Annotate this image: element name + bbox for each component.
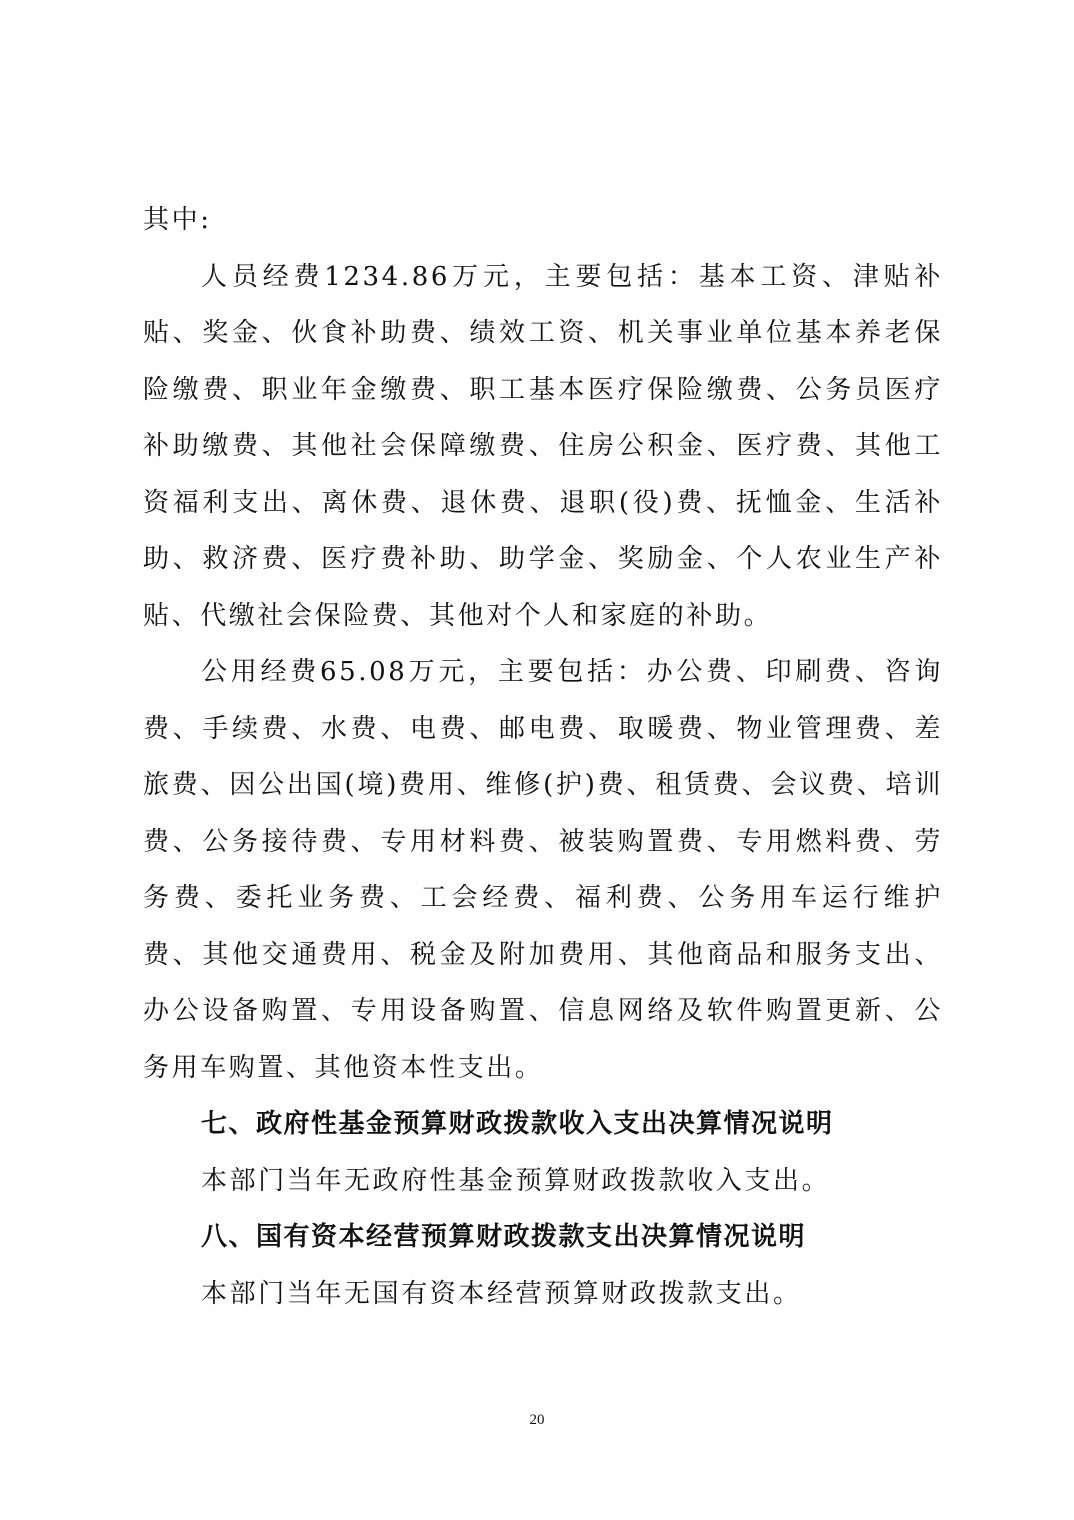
page-number: 20 [529, 1412, 545, 1428]
section-7-body: 本部门当年无政府性基金预算财政拨款收入支出。 [201, 1165, 831, 1196]
section-8-heading: 八、国有资本经营预算财政拨款支出决算情况说明 [201, 1222, 807, 1252]
document-body [143, 192, 943, 1322]
personnel-expense-paragraph: 人员经费1234.86万元，主要包括：基本工资、津贴补贴、奖金、伙食补助费、绩效工资、机关事业单位基本养老保险缴费、职业年金缴费、职工基本医疗保险缴费、公务员医疗补助缴费、其他社会保障缴费、住房公积金、医疗费、其他工资福利支出、离休费、退休费、退职(役)费、抚恤金、生活补助、救济费、医疗费补助、助学金、奖励金、个人农业生产补贴、代缴社会保险费、其他对个人和家庭的补助。 [143, 261, 943, 631]
public-expense-paragraph: 公用经费65.08万元，主要包括：办公费、印刷费、咨询费、手续费、水费、电费、邮电费、取暖费、物业管理费、差旅费、因公出国(境)费用、维修(护)费、租赁费、会议费、培训费、公务接待费、专用材料费、被装购置费、专用燃料费、劳务费、委托业务费、工会经费、福利费、公务用车运行维护费、其他交通费用、税金及附加费用、其他商品和服务支出、办公设备购置、专用设备购置、信息网络及软件购置更新、公务用车购置、其他资本性支出。 [143, 657, 943, 1083]
section-8-body: 本部门当年无国有资本经营预算财政拨款支出。 [201, 1278, 802, 1309]
intro-text: 其中: [143, 205, 212, 235]
section-7-heading: 七、政府性基金预算财政拨款收入支出决算情况说明 [201, 1109, 834, 1139]
